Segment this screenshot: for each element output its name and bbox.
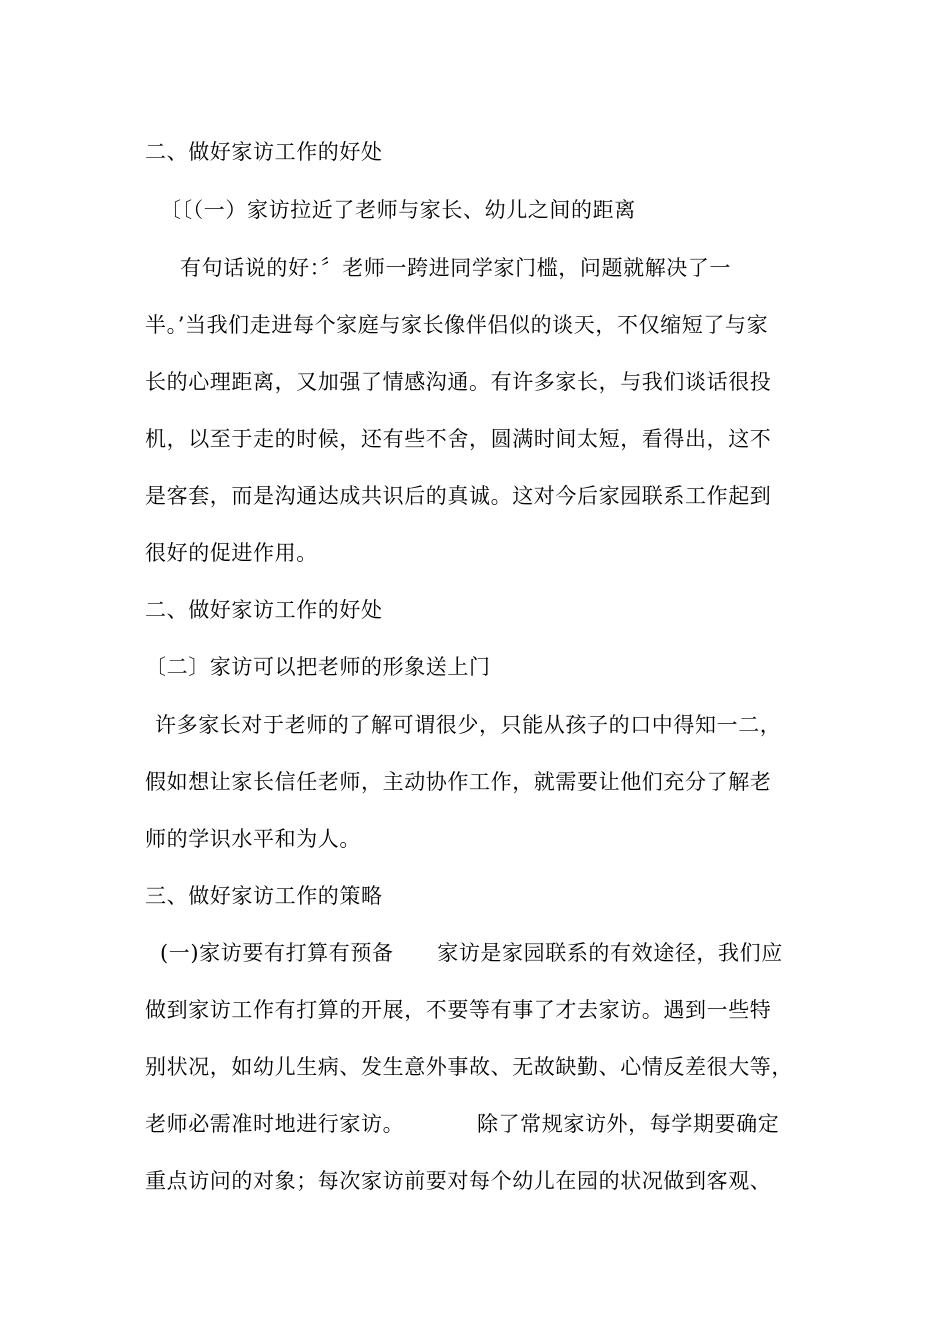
paragraph-line: 许多家长对于老师的了解可谓很少，只能从孩子的口中得知一二， <box>155 713 782 737</box>
paragraph-line: 长的心理距离，又加强了情感沟通。有许多家长，与我们谈话很投 <box>145 370 772 394</box>
section-heading-strategy: 三、做好家访工作的策略 <box>145 884 383 908</box>
paragraph-line: 老师必需准时地进行家访。 除了常规家访外，每学期要确定 <box>145 1112 780 1136</box>
paragraph-line: 做到家访工作有打算的开展，不要等有事了才去家访。遇到一些特 <box>145 998 772 1022</box>
paragraph-line: 机，以至于走的时候，还有些不舍，圆满时间太短，看得出，这不 <box>145 427 772 451</box>
section-heading-benefits: 二、做好家访工作的好处 <box>145 140 383 164</box>
paragraph-line: 假如想让家长信任老师，主动协作工作，就需要让他们充分了解老 <box>145 770 772 794</box>
paragraph-line: (一)家访要有打算有预备 家访是家园联系的有效途径，我们应 <box>160 941 783 965</box>
paragraph-line: 是客套，而是沟通达成共识后的真诚。这对今后家园联系工作起到 <box>145 484 772 508</box>
subheading-distance: 〔〔（一）家访拉近了老师与家长、幼儿之间的距离 <box>160 198 636 222</box>
section-heading-benefits-repeat: 二、做好家访工作的好处 <box>145 598 383 622</box>
subheading-teacher-image: 〔二〕家访可以把老师的形象送上门 <box>145 655 491 679</box>
paragraph-line: 别状况，如幼儿生病、发生意外事故、无故缺勤、心情反差很大等， <box>145 1055 793 1079</box>
paragraph-line: 师的学识水平和为人。 <box>145 827 361 851</box>
paragraph-line: 半。’当我们走进每个家庭与家长像伴侣似的谈天，不仅缩短了与家 <box>145 313 769 337</box>
paragraph-line: 重点访问的对象；每次家访前要对每个幼儿在园的状况做到客观、 <box>145 1169 772 1193</box>
paragraph-line: 有句话说的好：〞老师一跨进同学家门槛，问题就解决了一 <box>180 256 732 280</box>
paragraph-line: 很好的促进作用。 <box>145 541 318 565</box>
